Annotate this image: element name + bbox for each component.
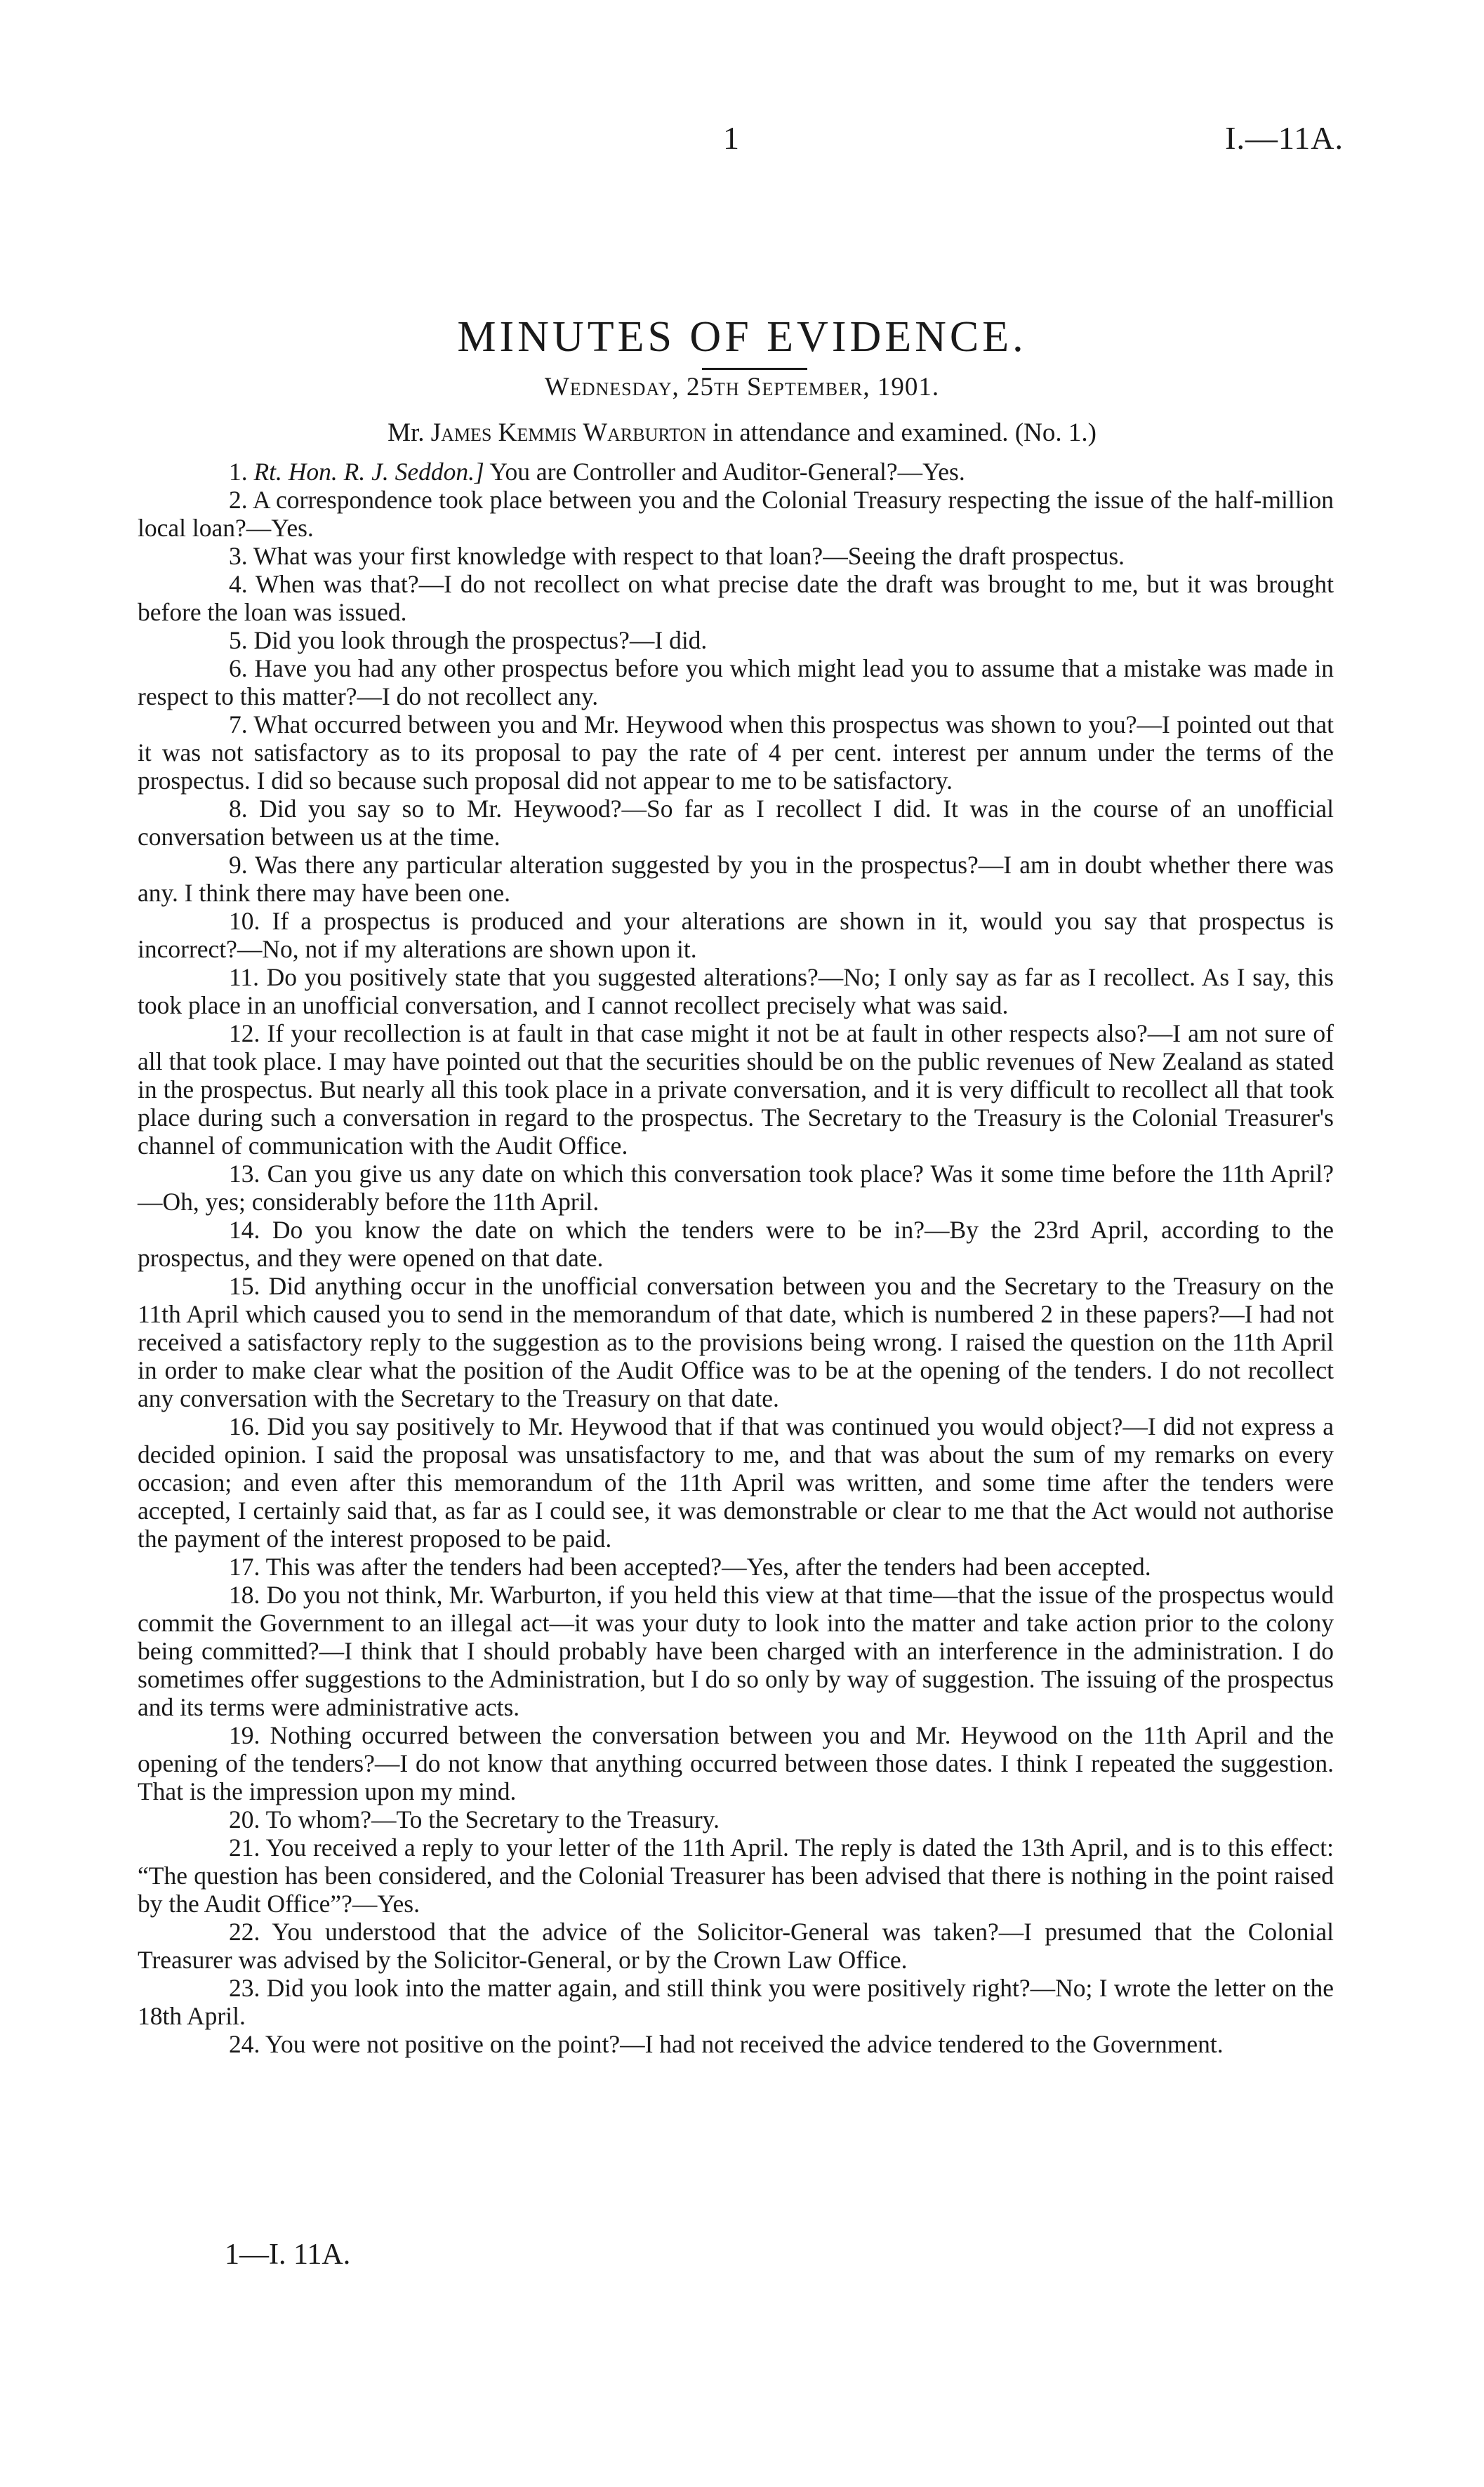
witness-line (0, 418, 1484, 448)
question-answer-12: 12. If your recollection is at fault in that case might it not be at fault in other respects also?—I am not sure of all that took place. I may have pointed out that the securities should be on the public revenues of New Zealand as stated in the prospectus. But nearly all this took place in a private conversation, and it is very difficult to recollect all that took place during such a conversation in regard to the prospectus. The Secretary to the Treasury is the Colonial Treasurer's channel of communication with the Audit Office. (138, 1019, 1334, 1160)
question-answer-24: 24. You were not positive on the point?—I had not received the advice tendered to the Government. (229, 2030, 1224, 2058)
question-answer-3: 3. What was your first knowledge with respect to that loan?—Seeing the draft prospectus. (229, 542, 1125, 570)
question-answer-16: 16. Did you say positively to Mr. Heywood that if that was continued you would object?—I did not express a decided opinion. I said the proposal was unsatisfactory to me, and that was about the sum of my remarks on every occasion; and even after this memorandum of the 11th April was written, and some time after the tenders were accepted, I certainly said that, as far as I could see, it was demonstrable or clear to me that the Act would not authorise the payment of the interest proposed to be paid. (138, 1412, 1334, 1553)
question-answer-7: 7. What occurred between you and Mr. Heywood when this prospectus was shown to you?—I pointed out that it was not satisfactory as to its proposal to pay the rate of 4 per cent. interest per annum under the terms of the prospectus. I did so because such proposal did not appear to me to be satisfactory. (138, 710, 1334, 795)
question-answer-22: 22. You understood that the advice of the Solicitor-General was taken?—I presumed that the Colonial Treasurer was advised by the Solicitor-General, or by the Crown Law Office. (138, 1918, 1334, 1974)
question-answer-13: 13. Can you give us any date on which this conversation took place? Was it some time before the 11th April?—Oh, yes; considerably before the 11th April. (138, 1160, 1334, 1216)
witness-name: James Kemmis Warburton (430, 418, 707, 447)
question-answer-21: 21. You received a reply to your letter of the 11th April. The reply is dated the 13th April, and is to this effect: “The question has been considered, and the Colonial Treasurer has been advised that there is nothing in the point raised by the Audit Office”?—Yes. (138, 1833, 1334, 1918)
document-title: MINUTES OF EVIDENCE. (457, 313, 1027, 361)
question-answer-4: 4. When was that?—I do not recollect on what precise date the draft was brought to me, but it was brought before the loan was issued. (138, 570, 1334, 626)
question-answer-8: 8. Did you say so to Mr. Heywood?—So far as I recollect I did. It was in the course of an unofficial conversation between us at the time. (138, 795, 1334, 851)
question-answer-18: 18. Do you not think, Mr. Warburton, if you held this view at that time—that the issue of the prospectus would commit the Government to an illegal act—it was your duty to look into the matter and take action prior to the colony being committed?—I think that I should probably have been charged with an interference in the administration. I do sometimes offer suggestions to the Administration, but I do so only by way of suggestion. The issuing of the prospectus and its terms were administrative acts. (138, 1581, 1334, 1721)
question-answer-23: 23. Did you look into the matter again, and still think you were positively right?—No; I wrote the letter on the 18th April. (138, 1974, 1334, 2030)
page-number: 1 (723, 120, 739, 156)
evidence-body (138, 458, 1334, 2058)
page-reference: I.—11A. (1225, 120, 1344, 156)
question-answer-9: 9. Was there any particular alteration suggested by you in the prospectus?—I am in doubt whether there was any. I think there may have been one. (138, 851, 1334, 907)
question-answer-6: 6. Have you had any other prospectus before you which might lead you to assume that a mistake was made in respect to this matter?—I do not recollect any. (138, 654, 1334, 710)
question-answer-2: 2. A correspondence took place between you and the Colonial Treasury respecting the issue of the half-million local loan?—Yes. (138, 486, 1334, 542)
question-number: 1. (229, 458, 248, 486)
question-answer-15: 15. Did anything occur in the unofficial conversation between you and the Secretary to the Treasury on the 11th April which caused you to send in the memorandum of that date, which is numbered 2 in these papers?—I had not received a satisfactory reply to the suggestion as to the provisions being wrong. I raised the question on the 11th April in order to make clear what the position of the Audit Office was to be at the opening of the tenders. I do not recollect any conversation with the Secretary to the Treasury on that date. (138, 1272, 1334, 1412)
question-text: You are Controller and Auditor-General?—Yes. (489, 458, 965, 486)
examiner-name: Rt. Hon. R. J. Seddon.] (253, 458, 484, 486)
title-underline (702, 368, 807, 370)
question-answer-19: 19. Nothing occurred between the conversation between you and Mr. Heywood on the 11th April and the opening of the tenders?—I do not know that anything occurred between those dates. I think I repeated the suggestion. That is the impression upon my mind. (138, 1721, 1334, 1805)
question-answer-20: 20. To whom?—To the Secretary to the Treasury. (229, 1805, 720, 1833)
question-answer-1 (138, 458, 1334, 486)
witness-suffix: in attendance and examined. (No. 1.) (713, 418, 1097, 447)
question-answer-10: 10. If a prospectus is produced and your alterations are shown in it, would you say that prospectus is incorrect?—No, not if my alterations are shown upon it. (138, 907, 1334, 963)
witness-prefix: Mr. (387, 418, 425, 447)
sitting-date: Wednesday, 25th September, 1901. (544, 373, 940, 402)
question-answer-5: 5. Did you look through the prospectus?—I did. (229, 626, 708, 654)
question-answer-14: 14. Do you know the date on which the tenders were to be in?—By the 23rd April, according to the prospectus, and they were opened on that date. (138, 1216, 1334, 1272)
question-answer-17: 17. This was after the tenders had been accepted?—Yes, after the tenders had been accepted. (229, 1553, 1151, 1581)
footer-signature: 1—I. 11A. (225, 2239, 351, 2271)
question-answer-11: 11. Do you positively state that you suggested alterations?—No; I only say as far as I recollect. As I say, this took place in an unofficial conversation, and I cannot recollect precisely what was said. (138, 963, 1334, 1019)
